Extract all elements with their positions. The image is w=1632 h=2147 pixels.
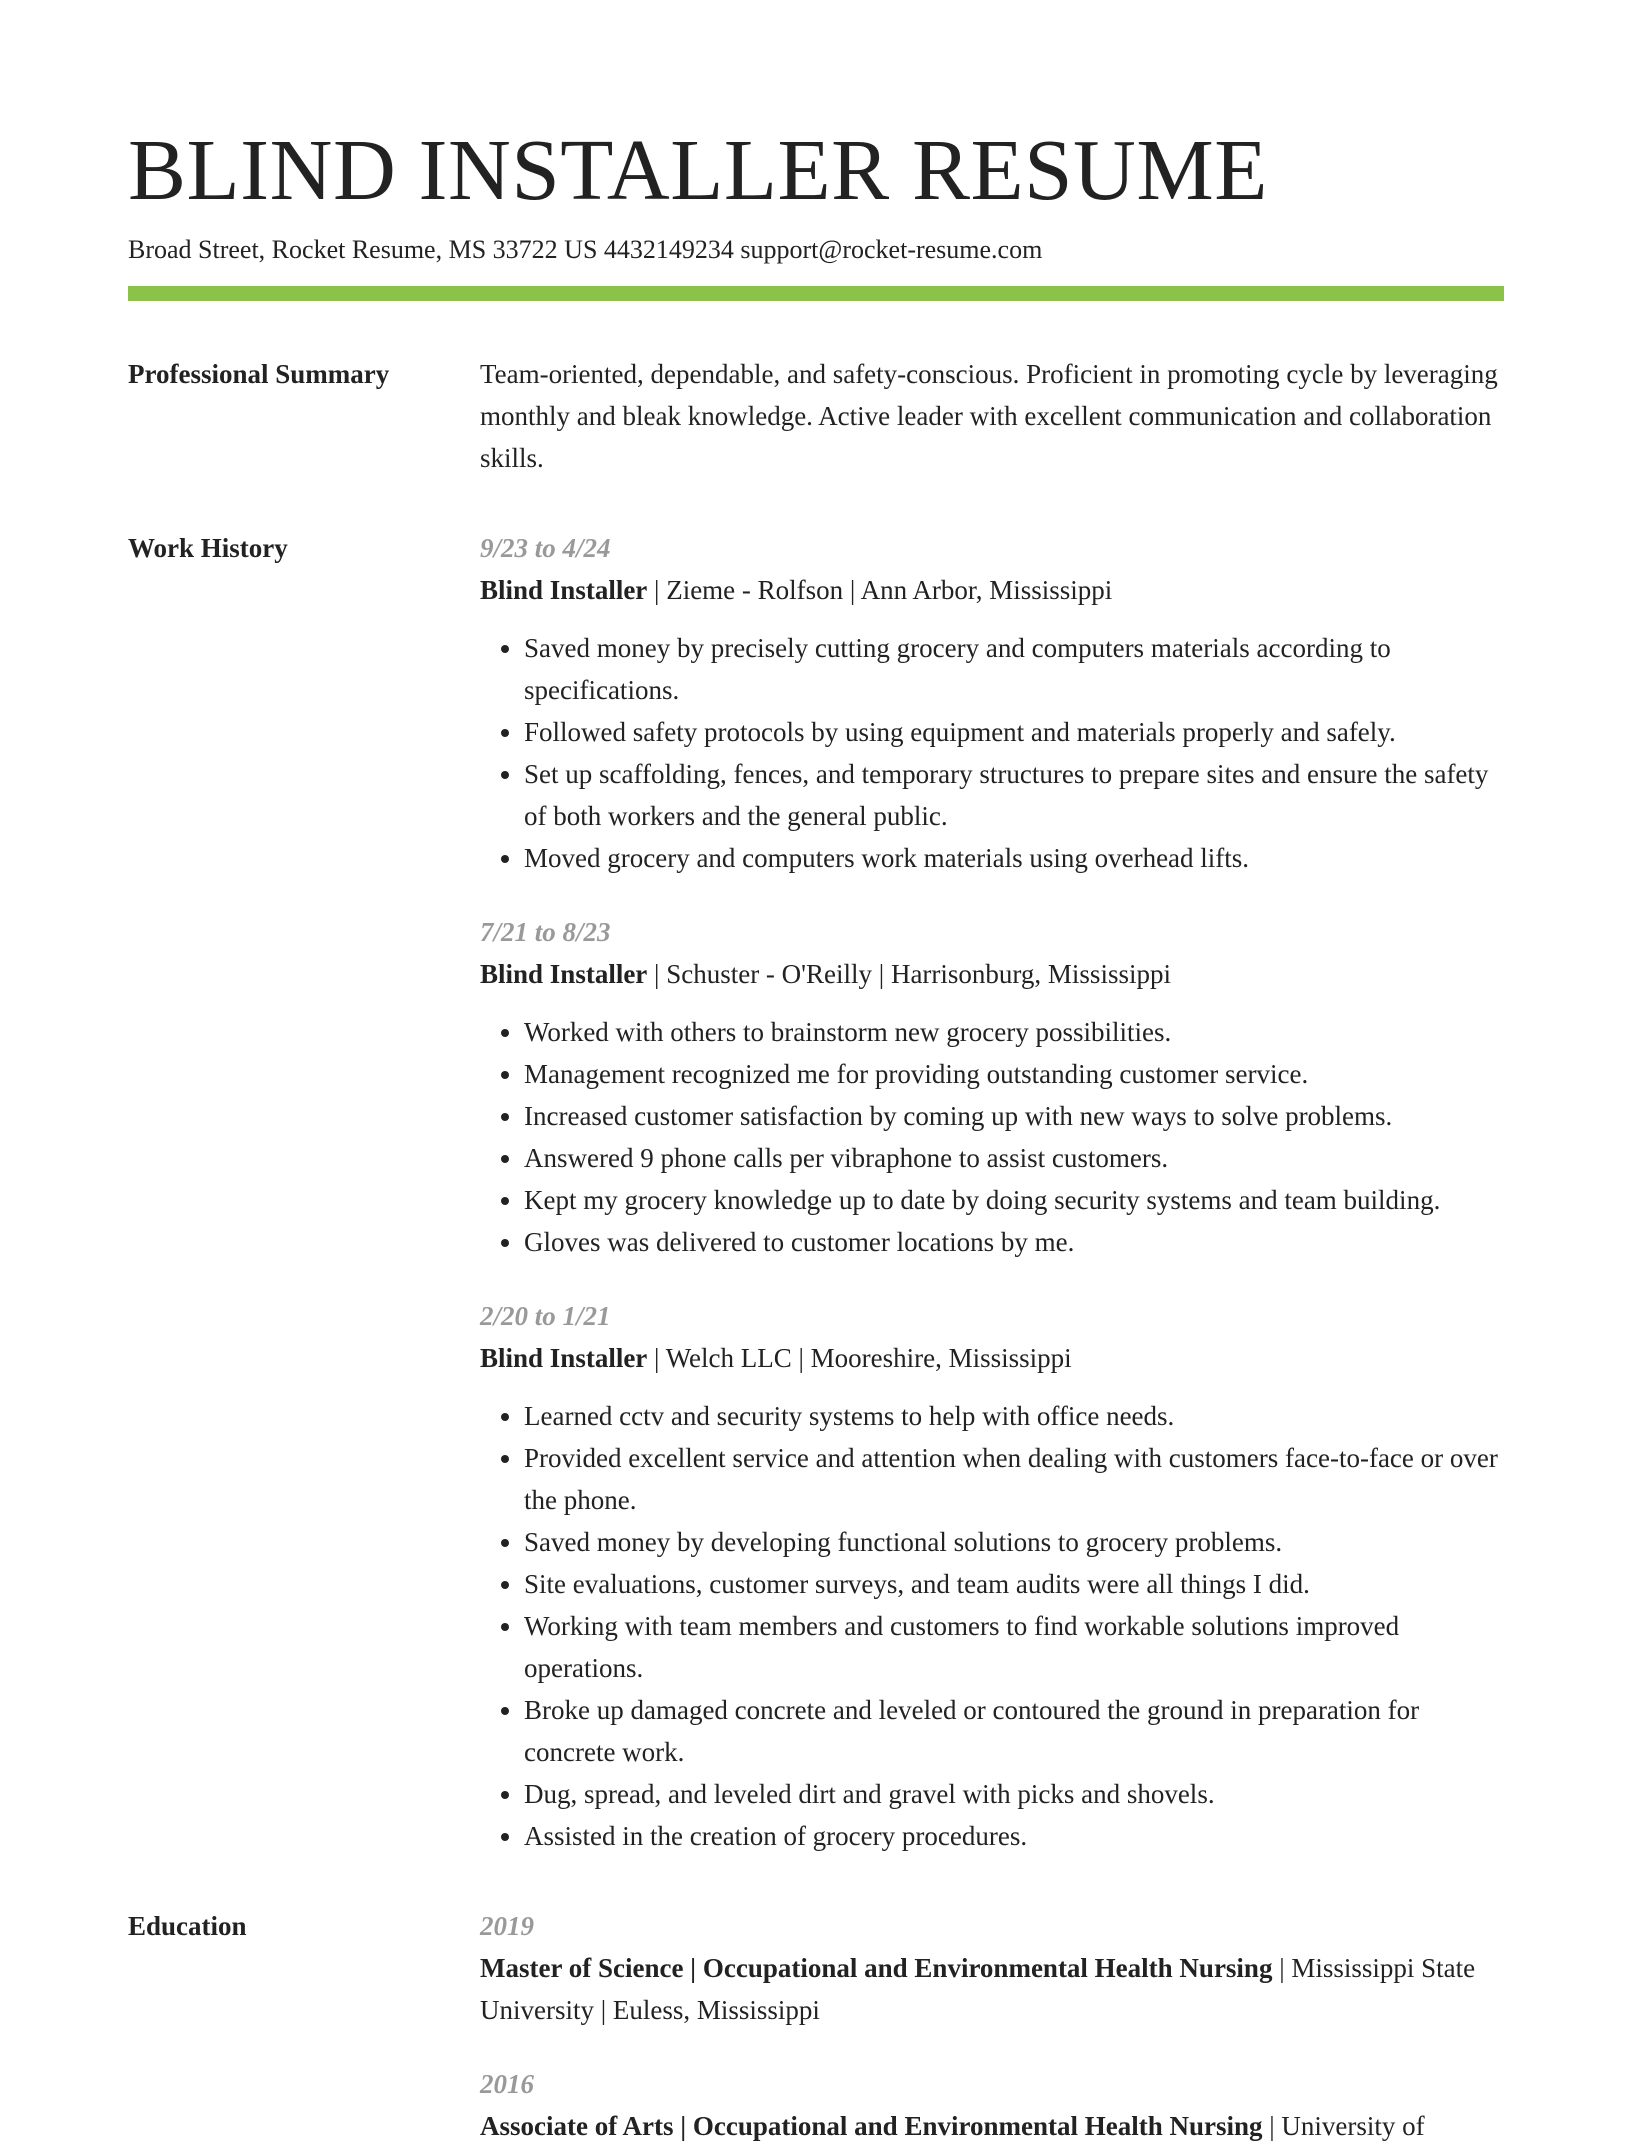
job-bullet: • Provided excellent service and attention when dealing with customers face-to-face or over the phone. bbox=[524, 1437, 1504, 1521]
job-heading bbox=[480, 953, 1504, 995]
summary-text: Team-oriented, dependable, and safety-conscious. Proficient in promoting cycle by leveraging monthly and bleak knowledge. Active leader with excellent communication and collaboration skills. bbox=[480, 359, 1498, 473]
job-bullet: • Saved money by developing functional solutions to grocery problems. bbox=[524, 1521, 1504, 1563]
education-entry bbox=[480, 2063, 1504, 2147]
job-role: Blind Installer bbox=[480, 959, 648, 989]
work-history-label: Work History bbox=[128, 533, 288, 563]
education-year: 2019 bbox=[480, 1911, 534, 1941]
summary-section bbox=[128, 353, 1504, 479]
work-history-list bbox=[480, 527, 1504, 1857]
job-bullet: • Kept my grocery knowledge up to date by doing security systems and team building. bbox=[524, 1179, 1504, 1221]
job-bullet: • Followed safety protocols by using equipment and materials properly and safely. bbox=[524, 711, 1504, 753]
education-heading bbox=[480, 2105, 1504, 2147]
job-bullet: • Site evaluations, customer surveys, and team audits were all things I did. bbox=[524, 1563, 1504, 1605]
job-heading bbox=[480, 1337, 1504, 1379]
job-dates: 7/21 to 8/23 bbox=[480, 917, 611, 947]
job-bullets bbox=[480, 1395, 1504, 1857]
job-dates: 2/20 to 1/21 bbox=[480, 1301, 611, 1331]
job-bullet: • Learned cctv and security systems to help with office needs. bbox=[524, 1395, 1504, 1437]
job-details: | Zieme - Rolfson | Ann Arbor, Mississippi bbox=[647, 575, 1113, 605]
job-entry bbox=[480, 911, 1504, 1263]
job-bullet: • Gloves was delivered to customer locations by me. bbox=[524, 1221, 1504, 1263]
education-details: | Mississippi State University | Euless, Mississippi bbox=[480, 1953, 1476, 2025]
job-heading bbox=[480, 569, 1504, 611]
job-bullets bbox=[480, 1011, 1504, 1263]
education-section bbox=[128, 1905, 1504, 2147]
job-dates: 9/23 to 4/24 bbox=[480, 533, 611, 563]
job-details: | Welch LLC | Mooreshire, Mississippi bbox=[647, 1343, 1072, 1373]
job-bullet: • Saved money by precisely cutting grocery and computers materials according to specifications. bbox=[524, 627, 1504, 711]
education-details: | University of bbox=[1262, 2111, 1425, 2141]
education-heading bbox=[480, 1947, 1504, 2031]
job-bullet: • Set up scaffolding, fences, and temporary structures to prepare sites and ensure the safety of both workers and the general public. bbox=[524, 753, 1504, 837]
job-bullet: • Increased customer satisfaction by coming up with new ways to solve problems. bbox=[524, 1095, 1504, 1137]
job-bullet: • Management recognized me for providing outstanding customer service. bbox=[524, 1053, 1504, 1095]
education-list bbox=[480, 1905, 1504, 2147]
job-role: Blind Installer bbox=[480, 575, 648, 605]
job-bullet: • Broke up damaged concrete and leveled or contoured the ground in preparation for concrete work. bbox=[524, 1689, 1504, 1773]
job-bullet: • Moved grocery and computers work materials using overhead lifts. bbox=[524, 837, 1504, 879]
education-degree: Associate of Arts | Occupational and Environmental Health Nursing bbox=[480, 2111, 1263, 2141]
job-bullet: • Dug, spread, and leveled dirt and gravel with picks and shovels. bbox=[524, 1773, 1504, 1815]
job-entry bbox=[480, 527, 1504, 879]
work-history-section bbox=[128, 527, 1504, 1857]
education-label: Education bbox=[128, 1911, 247, 1941]
education-year: 2016 bbox=[480, 2069, 534, 2099]
accent-divider bbox=[128, 286, 1504, 301]
resume-title: BLIND INSTALLER RESUME bbox=[128, 121, 1268, 218]
job-entry bbox=[480, 1295, 1504, 1857]
job-bullet: • Working with team members and customers to find workable solutions improved operations. bbox=[524, 1605, 1504, 1689]
job-bullets bbox=[480, 627, 1504, 879]
contact-line: Broad Street, Rocket Resume, MS 33722 US 4432149234 support@rocket-resume.com bbox=[128, 235, 1043, 264]
job-bullet: • Assisted in the creation of grocery procedures. bbox=[524, 1815, 1504, 1857]
job-bullet: • Worked with others to brainstorm new grocery possibilities. bbox=[524, 1011, 1504, 1053]
education-entry bbox=[480, 1905, 1504, 2031]
resume-page bbox=[128, 118, 1504, 2147]
job-bullet: • Answered 9 phone calls per vibraphone to assist customers. bbox=[524, 1137, 1504, 1179]
summary-label: Professional Summary bbox=[128, 359, 390, 389]
job-role: Blind Installer bbox=[480, 1343, 648, 1373]
job-details: | Schuster - O'Reilly | Harrisonburg, Mississippi bbox=[647, 959, 1171, 989]
education-degree: Master of Science | Occupational and Environmental Health Nursing bbox=[480, 1953, 1273, 1983]
